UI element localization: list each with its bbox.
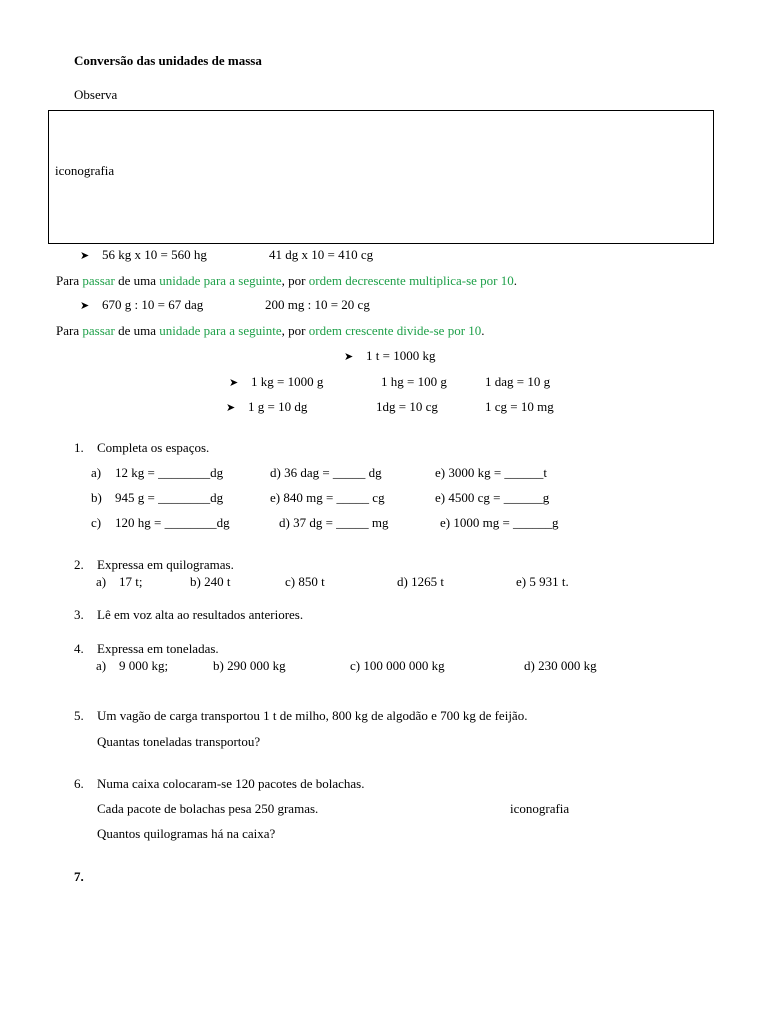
exercise-item: d) 36 dag = _____ dg <box>270 465 382 480</box>
exercise-item: e) 1000 mg = ______g <box>440 515 559 530</box>
exercise-item: e) 5 931 t. <box>516 574 569 589</box>
exercise-item: b) 240 t <box>190 574 231 589</box>
exercise-item: 12 kg = ________dg <box>115 465 224 480</box>
bullet-arrow-icon: ➤ <box>229 376 239 389</box>
item-letter: b) <box>91 490 102 505</box>
exercise-item: c) 850 t <box>285 574 325 589</box>
item-letter: a) <box>91 465 102 480</box>
image-placeholder: iconografia <box>510 801 570 816</box>
q5-number: 5. <box>74 708 84 723</box>
exercise-item: 9 000 kg; <box>119 658 169 673</box>
q6-line-1: Numa caixa colocaram-se 120 pacotes de bolachas. <box>97 776 365 791</box>
equivalence-item: 1dg = 10 cg <box>376 399 438 414</box>
equivalence-item: 1 dag = 10 g <box>485 374 551 389</box>
q5-line-2: Quantas toneladas transportou? <box>97 734 261 749</box>
item-letter: a) <box>96 574 107 589</box>
equivalence-item: 1 cg = 10 mg <box>485 399 554 414</box>
rule1-text: Para passar de uma unidade para a seguinte, por ordem decrescente multiplica-se por 10. <box>56 273 518 288</box>
q6-line-3: Quantos quilogramas há na caixa? <box>97 826 276 841</box>
example-item: 670 g : 10 = 67 dag <box>102 297 204 312</box>
q6-number: 6. <box>74 776 84 791</box>
exercise-item: 17 t; <box>119 574 143 589</box>
exercise-item: d) 37 dg = _____ mg <box>279 515 389 530</box>
bullet-arrow-icon: ➤ <box>344 350 354 363</box>
bullet-arrow-icon: ➤ <box>80 249 90 262</box>
item-letter: c) <box>91 515 102 530</box>
exercise-item: e) 3000 kg = ______t <box>435 465 548 480</box>
q2-text: Expressa em quilogramas. <box>97 557 234 572</box>
q7-number: 7. <box>74 869 84 884</box>
exercise-item: 945 g = ________dg <box>115 490 224 505</box>
exercise-item: c) 100 000 000 kg <box>350 658 445 673</box>
q4-text: Expressa em toneladas. <box>97 641 219 656</box>
image-box <box>48 110 714 244</box>
observe-label: Observa <box>74 87 118 102</box>
exercise-item: d) 1265 t <box>397 574 444 589</box>
q3-text: Lê em voz alta ao resultados anteriores. <box>97 607 304 622</box>
bullet-arrow-icon: ➤ <box>226 401 236 414</box>
example-item: 41 dg x 10 = 410 cg <box>269 247 374 262</box>
example-item: 200 mg : 10 = 20 cg <box>265 297 370 312</box>
q2-number: 2. <box>74 557 84 572</box>
q4-number: 4. <box>74 641 84 656</box>
page-title: Conversão das unidades de massa <box>74 53 262 68</box>
q1-text: Completa os espaços. <box>97 440 210 455</box>
exercise-item: e) 4500 cg = ______g <box>435 490 550 505</box>
example-item: 56 kg x 10 = 560 hg <box>102 247 207 262</box>
item-letter: a) <box>96 658 107 673</box>
image-placeholder: iconografia <box>55 163 115 178</box>
equivalence-item: 1 t = 1000 kg <box>366 348 436 363</box>
equivalence-item: 1 g = 10 dg <box>248 399 308 414</box>
bullet-arrow-icon: ➤ <box>80 299 90 312</box>
equivalence-item: 1 hg = 100 g <box>381 374 447 389</box>
q1-number: 1. <box>74 440 84 455</box>
q6-line-2: Cada pacote de bolachas pesa 250 gramas. <box>97 801 319 816</box>
exercise-item: 120 hg = ________dg <box>115 515 230 530</box>
rule2-text: Para passar de uma unidade para a seguinte, por ordem crescente divide-se por 10. <box>56 323 485 338</box>
q5-line-1: Um vagão de carga transportou 1 t de milho, 800 kg de algodão e 700 kg de feijão. <box>97 708 528 723</box>
q3-number: 3. <box>74 607 84 622</box>
exercise-item: b) 290 000 kg <box>213 658 286 673</box>
exercise-item: e) 840 mg = _____ cg <box>270 490 385 505</box>
equivalence-item: 1 kg = 1000 g <box>251 374 324 389</box>
exercise-item: d) 230 000 kg <box>524 658 597 673</box>
